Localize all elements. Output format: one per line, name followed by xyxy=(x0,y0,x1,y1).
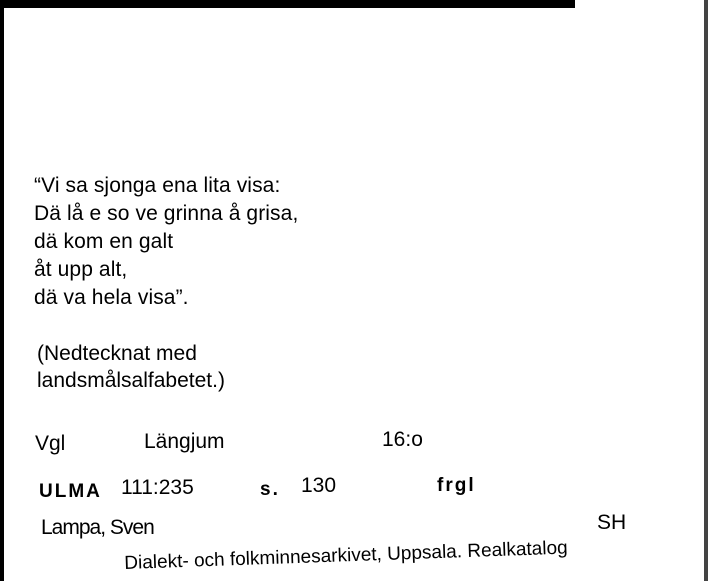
top-border xyxy=(0,0,575,8)
poem-line: åt upp alt, xyxy=(34,258,128,281)
poem-line: “Vi sa sjonga ena lita visa: xyxy=(34,174,281,197)
transcription-note xyxy=(37,340,225,394)
note-line: landsmålsalfabetet.) xyxy=(37,369,225,392)
initials: SH xyxy=(597,511,627,534)
region-code: Vgl xyxy=(35,432,66,455)
catalog-code: 16:o xyxy=(382,428,423,451)
page-prefix: s. xyxy=(260,479,280,500)
recorder-name: Lampa, Sven xyxy=(41,516,154,539)
place-name: Längjum xyxy=(144,430,225,453)
page-number: 130 xyxy=(301,474,337,497)
archive-label: ULMA xyxy=(39,481,102,502)
left-border xyxy=(0,0,4,581)
poem-line: Dä lå e so ve grinna å grisa, xyxy=(34,202,299,225)
category-code: frgl xyxy=(437,475,476,496)
right-border xyxy=(704,0,708,581)
poem-line: dä kom en galt xyxy=(34,230,174,253)
archive-reference: 111:235 xyxy=(121,476,194,499)
poem-line: dä va hela visa”. xyxy=(34,286,189,309)
archive-footer: Dialekt- och folkminnesarkivet, Uppsala. Realkatalog xyxy=(124,537,569,574)
note-line: (Nedtecknat med xyxy=(37,342,197,365)
poem-text xyxy=(34,172,298,312)
